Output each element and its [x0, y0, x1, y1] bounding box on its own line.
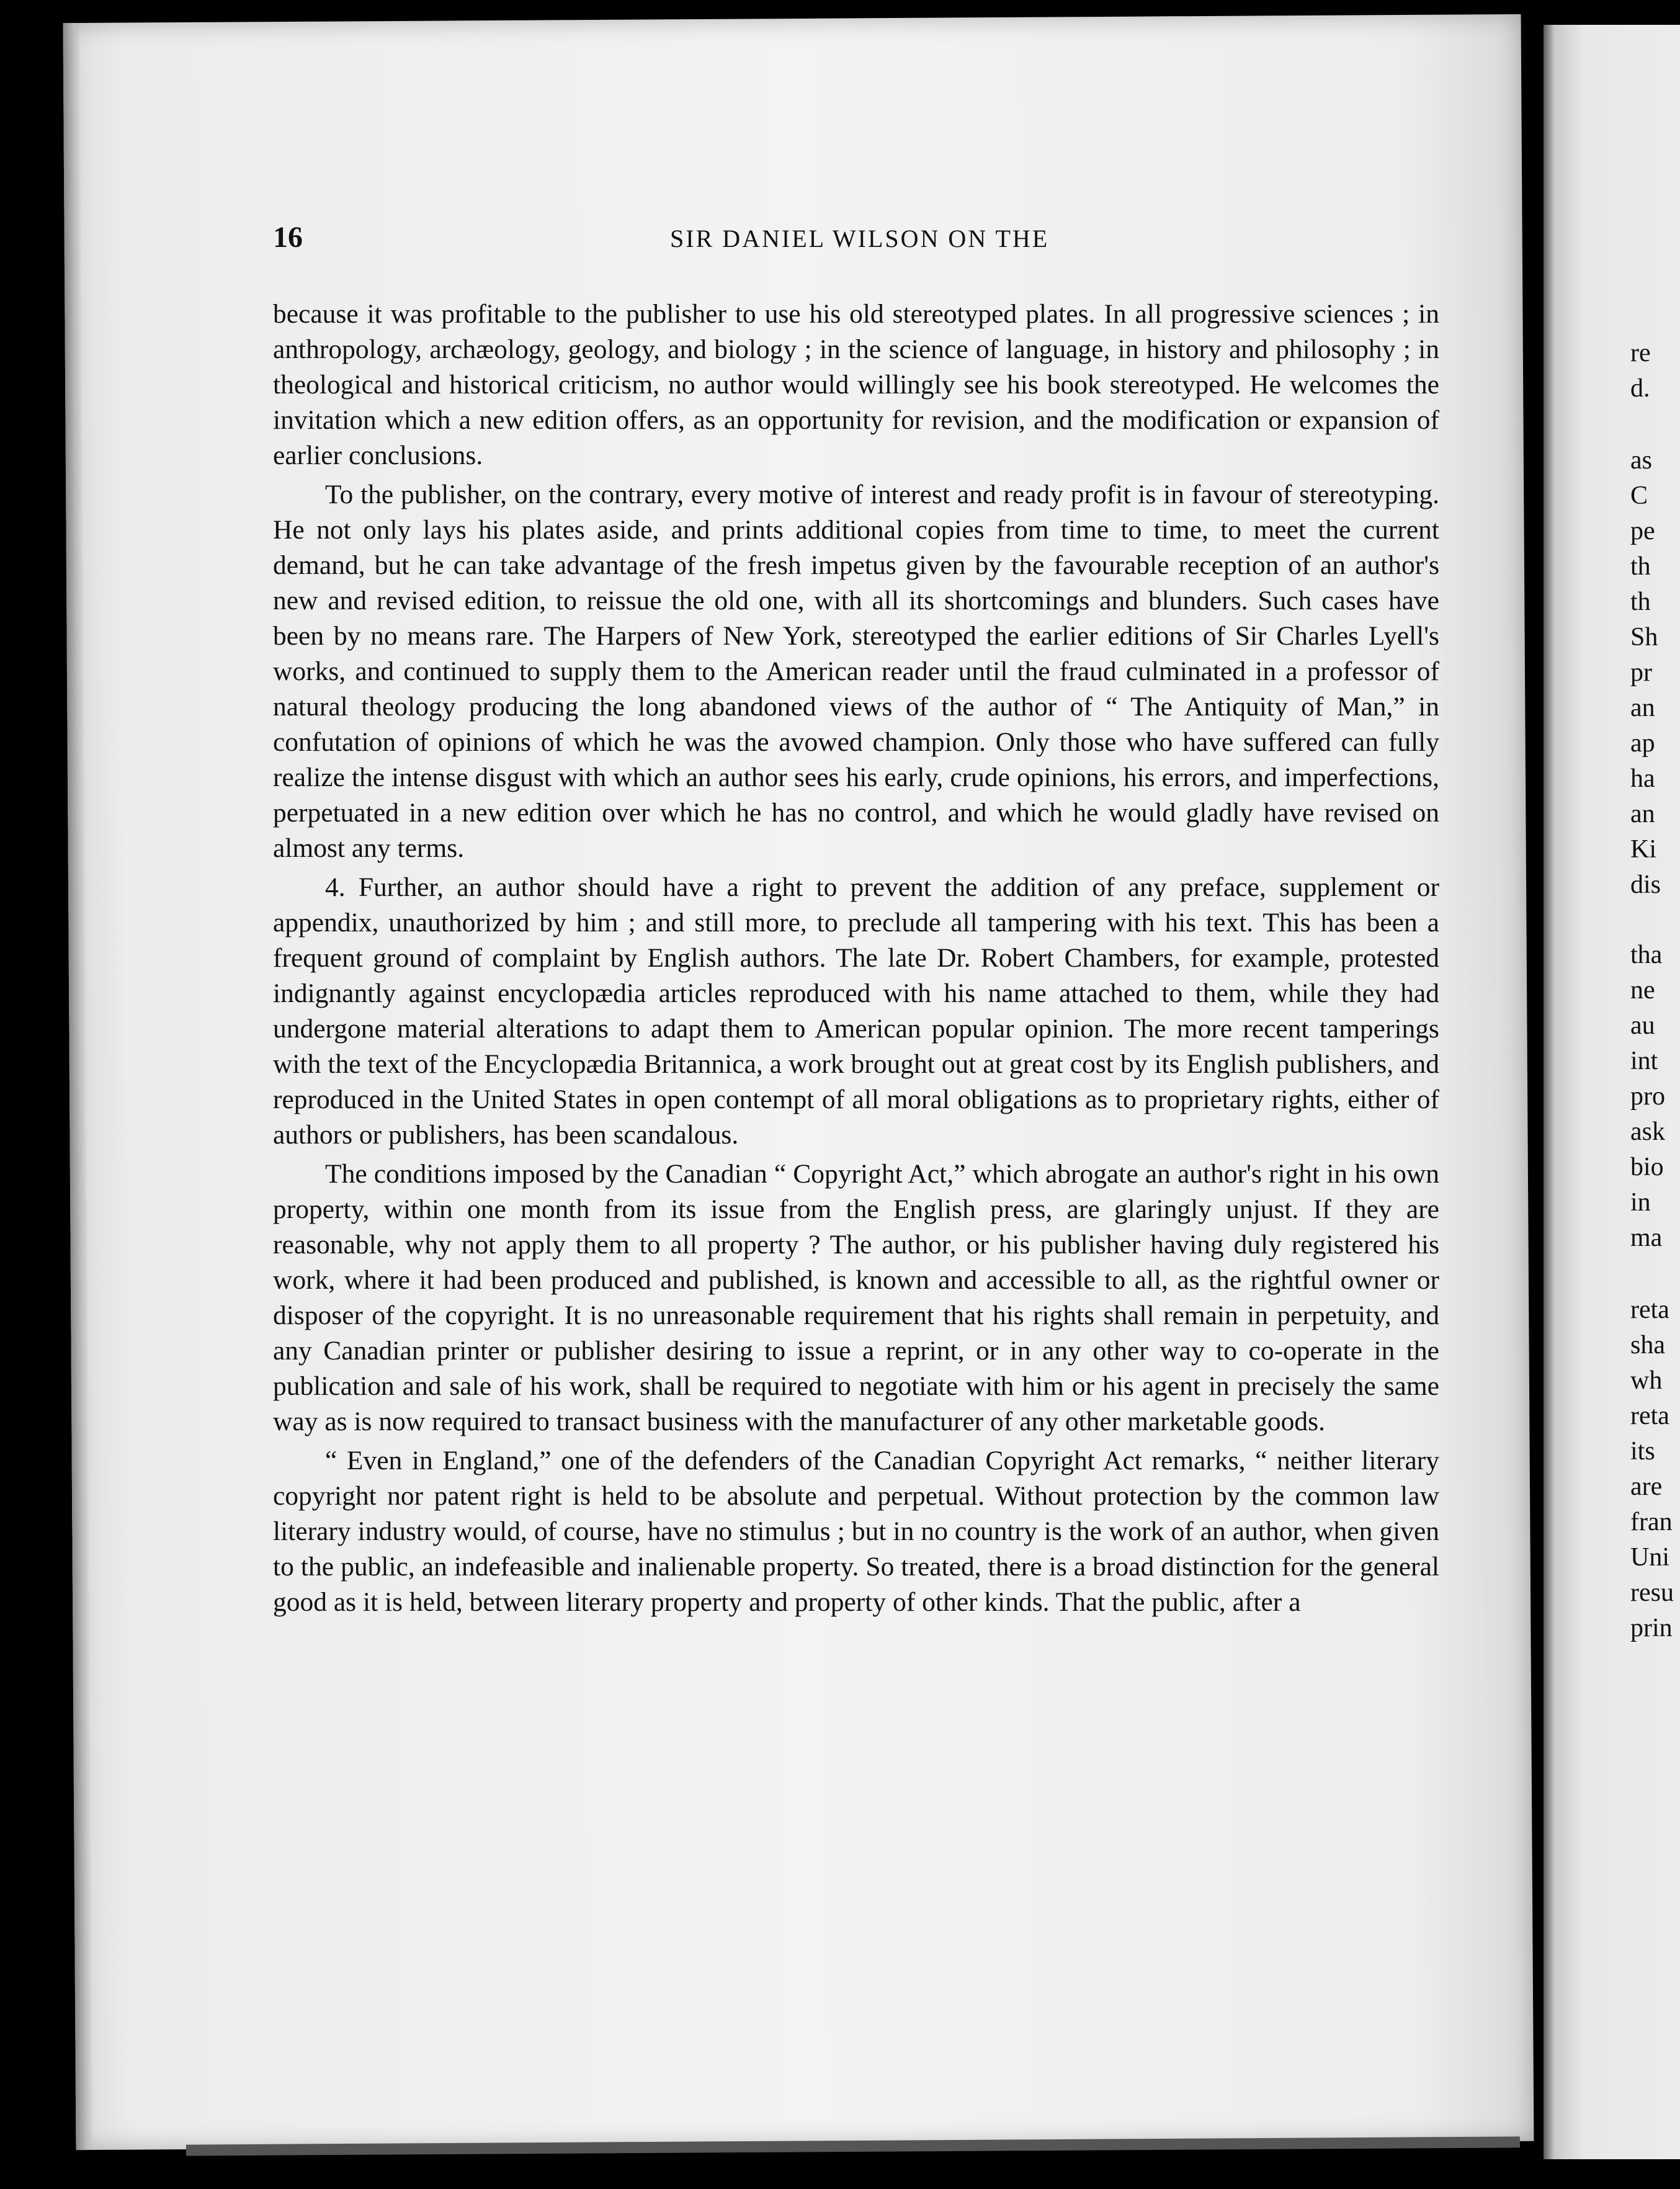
next-page-fragment: fran	[1630, 1508, 1673, 1536]
next-page-fragment: as	[1630, 446, 1652, 475]
next-page-fragment: ha	[1630, 764, 1655, 793]
next-page-fragment: prin	[1630, 1614, 1673, 1642]
paragraph: The conditions imposed by the Canadian “ Copyright Act,” which abrogate an author's right in his own property, within one month from its issue from the English press, are glaringly unjust. If they are reasonable, why not apply them to all property ? The author, or his publisher having duly registered his work, where it had been produced and published, is known and accessible to all, as the rightful owner or disposer of the copyright. It is no unreasonable requirement that his rights shall remain in perpetuity, and any Canadian printer or publisher desiring to issue a reprint, or in any other way to co-operate in the publication and sale of his work, shall be required to negotiate with him or his agent in precisely the same way as is now required to transact business with the manufacturer of any other marketable goods.	[273, 1159, 1439, 1436]
next-page-fragment: reta	[1630, 1296, 1669, 1324]
next-page-fragment: pro	[1630, 1082, 1665, 1111]
page-number: 16	[273, 221, 303, 254]
next-page-fragment: resu	[1630, 1578, 1674, 1607]
next-page-fragment: tha	[1630, 941, 1663, 969]
next-page-fragment: th	[1630, 588, 1651, 616]
page-header	[273, 220, 1439, 257]
next-page-fragment: th	[1630, 552, 1651, 581]
paragraph: 4. Further, an author should have a right to prevent the addition of any preface, supplement or appendix, unauthorized by him ; and still more, to preclude all tampering with his text. This has been a frequent ground of complaint by English authors. The late Dr. Robert Chambers, for example, protested indignantly against encyclopædia articles reproduced with his name attached to them, while they had undergone material alterations to adapt them to American popular opinion. The more recent tamperings with the text of the Encyclopædia Britannica, a work brought out at great cost by its English publishers, and reproduced in the United States in open contempt of all moral obligations as to proprietary rights, either of authors or publishers, has been scandalous.	[273, 872, 1439, 1150]
adjacent-page	[1544, 25, 1680, 2159]
next-page-fragment: an	[1630, 694, 1655, 722]
next-page-fragment: ne	[1630, 976, 1655, 1005]
next-page-fragment: in	[1630, 1188, 1651, 1217]
page-edge	[63, 23, 94, 2150]
next-page-fragment: Uni	[1630, 1543, 1669, 1572]
next-page-fragment: Ki	[1630, 835, 1656, 864]
next-page-fragment: dis	[1630, 871, 1661, 899]
next-page-fragment: pe	[1630, 517, 1655, 545]
next-page-fragment: its	[1630, 1437, 1655, 1466]
next-page-fragment: pr	[1630, 658, 1652, 687]
next-page-fragment: sha	[1630, 1331, 1665, 1359]
running-head: SIR DANIEL WILSON ON THE	[670, 225, 1050, 253]
paragraph: because it was profitable to the publisher to use his old stereotyped plates. In all progressive sciences ; in anthropology, archæology, geology, and biology ; in the science of language, in history and philosophy ; in theological and historical criticism, no author would willingly see his book stereotyped. He welcomes the invitation which a new edition offers, as an opportunity for revision, and the modification or expansion of earlier conclusions.	[273, 299, 1439, 470]
next-page-fragment: reta	[1630, 1402, 1669, 1430]
next-page-fragment: re	[1630, 339, 1651, 367]
next-page-fragment: Sh	[1630, 623, 1658, 651]
next-page-fragment: ask	[1630, 1117, 1665, 1146]
next-page-fragment: bio	[1630, 1153, 1664, 1181]
next-page-fragment: ma	[1630, 1224, 1663, 1252]
next-page-fragment: ap	[1630, 729, 1655, 758]
next-page-fragment: an	[1630, 800, 1655, 828]
next-page-fragment: C	[1630, 481, 1648, 510]
paragraph: To the publisher, on the contrary, every motive of interest and ready profit is in favour of stereotyping. He not only lays his plates aside, and prints additional copies from time to time, to meet the current demand, but he can take advantage of the fresh impetus given by the favourable reception of an author's new and revised edition, to reissue the old one, with all its shortcomings and blunders. Such cases have been by no means rare. The Harpers of New York, stereotyped the earlier editions of Sir Charles Lyell's works, and continued to supply them to the American reader until the fraud culminated in a professor of natural theology producing the long abandoned views of the author of “ The Antiquity of Man,” in confutation of opinions of which he was the avowed champion. Only those who have suffered can fully realize the intense disgust with which an author sees his early, crude opinions, his errors, and imperfections, perpetuated in a new edition over which he has no control, and which he would gladly have revised on almost any terms.	[273, 480, 1439, 863]
next-page-fragment: int	[1630, 1047, 1658, 1075]
next-page-fragment: d.	[1630, 374, 1650, 403]
next-page-fragment: au	[1630, 1011, 1655, 1040]
next-page-fragment: are	[1630, 1472, 1663, 1501]
paragraph: “ Even in England,” one of the defenders of the Canadian Copyright Act remarks, “ neither literary copyright nor patent right is held to be absolute and perpetual. Without protection by the common law literary industry would, of course, have no stimulus ; but in no country is the work of an author, when given to the public, an indefeasible and inalienable property. So treated, there is a broad distinction for the general good as it is held, between literary property and property of other kinds. That the public, after a	[273, 1446, 1439, 1617]
body-text	[273, 297, 1439, 1624]
next-page-fragment: wh	[1630, 1366, 1663, 1395]
